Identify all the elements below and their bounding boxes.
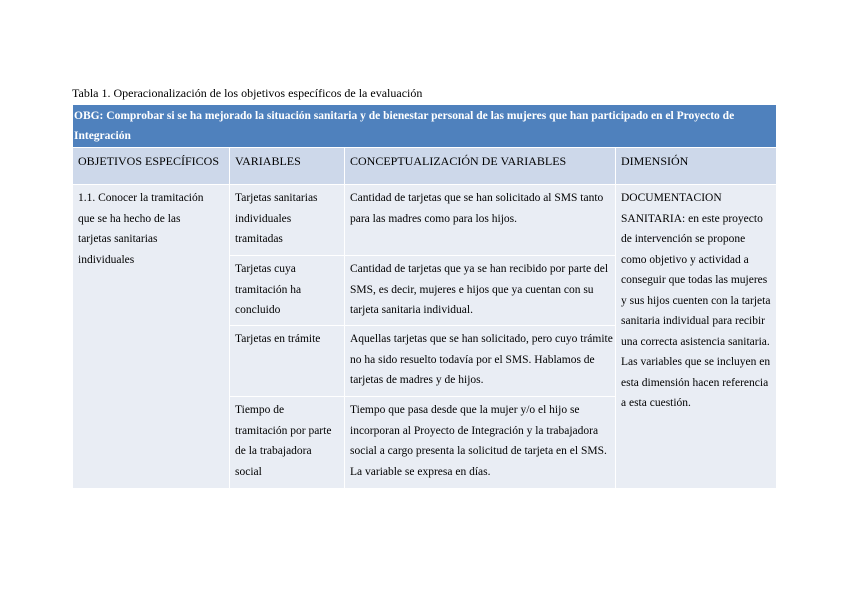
header-conceptualization: CONCEPTUALIZACIÓN DE VARIABLES bbox=[345, 148, 616, 185]
concept-cell: Cantidad de tarjetas que ya se han recibido por parte del SMS, es decir, mujeres e hijos que ya cuentan con su tarjeta sanitaria individual. bbox=[345, 256, 616, 326]
operationalization-table bbox=[72, 104, 776, 489]
specific-objective-cell: 1.1. Conocer la tramitación que se ha hecho de las tarjetas sanitarias individuales bbox=[73, 185, 230, 489]
variable-cell: Tiempo de tramitación por parte de la trabajadora social bbox=[230, 397, 345, 489]
variable-cell: Tarjetas cuya tramitación ha concluido bbox=[230, 256, 345, 326]
table-caption: Tabla 1. Operacionalización de los objetivos específicos de la evaluación bbox=[72, 86, 423, 100]
general-objective-row bbox=[73, 105, 777, 148]
dimension-cell: DOCUMENTACION SANITARIA: en este proyecto de intervención se propone como objetivo y actividad a conseguir que todas las mujeres y sus hijos cuenten con la tarjeta sanitaria individual para recibir una correcta asistencia sanitaria. Las variables que se incluyen en esta dimensión hacen referencia a esta cuestión. bbox=[616, 185, 777, 489]
table-row bbox=[73, 185, 777, 256]
table bbox=[72, 104, 777, 489]
header-objectives: OBJETIVOS ESPECÍFICOS bbox=[73, 148, 230, 185]
header-row bbox=[73, 148, 777, 185]
header-dimension: DIMENSIÓN bbox=[616, 148, 777, 185]
variable-cell: Tarjetas en trámite bbox=[230, 326, 345, 397]
header-variables: VARIABLES bbox=[230, 148, 345, 185]
concept-cell: Aquellas tarjetas que se han solicitado, pero cuyo trámite no ha sido resuelto todavía por el SMS. Hablamos de tarjetas de madres y de hijos. bbox=[345, 326, 616, 397]
general-objective-cell: OBG: Comprobar si se ha mejorado la situación sanitaria y de bienestar personal de las mujeres que han participado en el Proyecto de Integración bbox=[73, 105, 777, 148]
variable-cell: Tarjetas sanitarias individuales tramitadas bbox=[230, 185, 345, 256]
concept-cell: Tiempo que pasa desde que la mujer y/o el hijo se incorporan al Proyecto de Integración y la trabajadora social a cargo presenta la solicitud de tarjeta en el SMS. La variable se expresa en días. bbox=[345, 397, 616, 489]
concept-cell: Cantidad de tarjetas que se han solicitado al SMS tanto para las madres como para los hijos. bbox=[345, 185, 616, 256]
